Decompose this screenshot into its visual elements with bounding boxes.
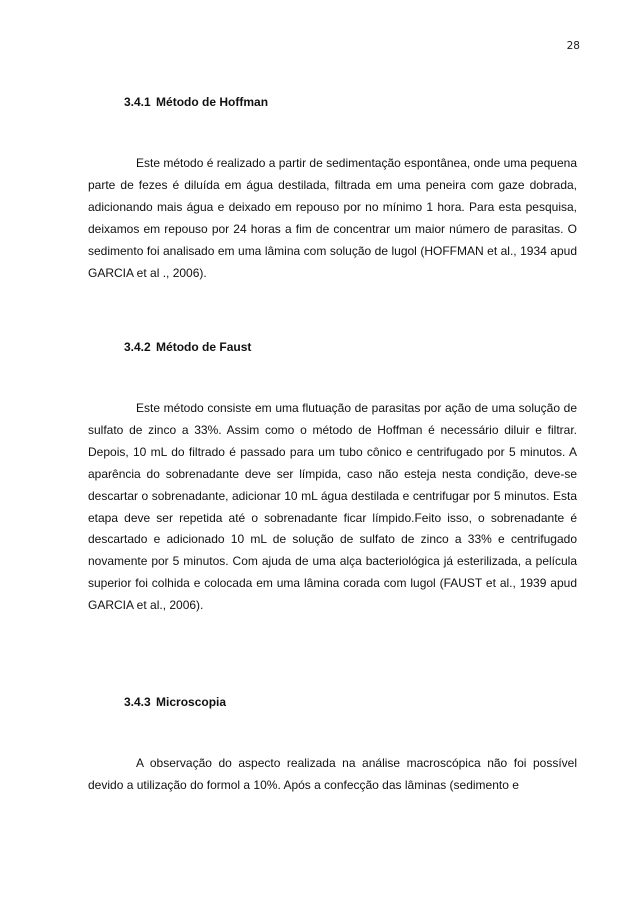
section-number: 3.4.1 (124, 95, 151, 109)
page-number: 28 (566, 40, 580, 52)
section-number: 3.4.3 (124, 695, 151, 709)
section-number: 3.4.2 (124, 340, 151, 354)
section-heading-faust (124, 340, 251, 354)
section-heading-hoffman (124, 95, 268, 109)
section-title: Método de Faust (156, 340, 252, 354)
paragraph-hoffman: Este método é realizado a partir de sedimentação espontânea, onde uma pequena parte de fezes é diluída em água destilada, filtrada em uma peneira com gaze dobrada, adicionando mais água e deixado em repouso por no mínimo 1 hora. Para esta pesquisa, deixamos em repouso por 24 horas a fim de concentrar um maior número de parasitas. O sedimento foi analisado em uma lâmina com solução de lugol (HOFFMAN et al., 1934 apud GARCIA et al ., 2006). (88, 156, 577, 280)
section-heading-microscopia (124, 695, 226, 709)
section-title: Método de Hoffman (156, 95, 269, 109)
paragraph-faust: Este método consiste em uma flutuação de parasitas por ação de uma solução de sulfato de zinco a 33%. Assim como o método de Hoffman é necessário diluir e filtrar. Depois, 10 mL do filtrado é passado para um tubo cônico e centrifugado por 5 minutos. A aparência do sobrenadante deve ser límpida, caso não esteja nesta condição, deve-se descartar o sobrenadante, adicionar 10 mL água destilada e centrifugar por 5 minutos. Esta etapa deve ser repetida até o sobrenadante ficar límpido.Feito isso, o sobrenadante é descartado e adicionado 10 mL de solução de sulfato de zinco a 33% e centrifugado novamente por 5 minutos. Com ajuda de uma alça bacteriológica já esterilizada, a película superior foi colhida e colocada em uma lâmina corada com lugol (FAUST et al., 1939 apud GARCIA et al., 2006). (88, 401, 577, 613)
section-title: Microscopia (156, 695, 227, 709)
paragraph-microscopia: A observação do aspecto realizada na análise macroscópica não foi possível devido a utilização do formol a 10%. Após a confecção das lâminas (sedimento e (88, 756, 577, 792)
